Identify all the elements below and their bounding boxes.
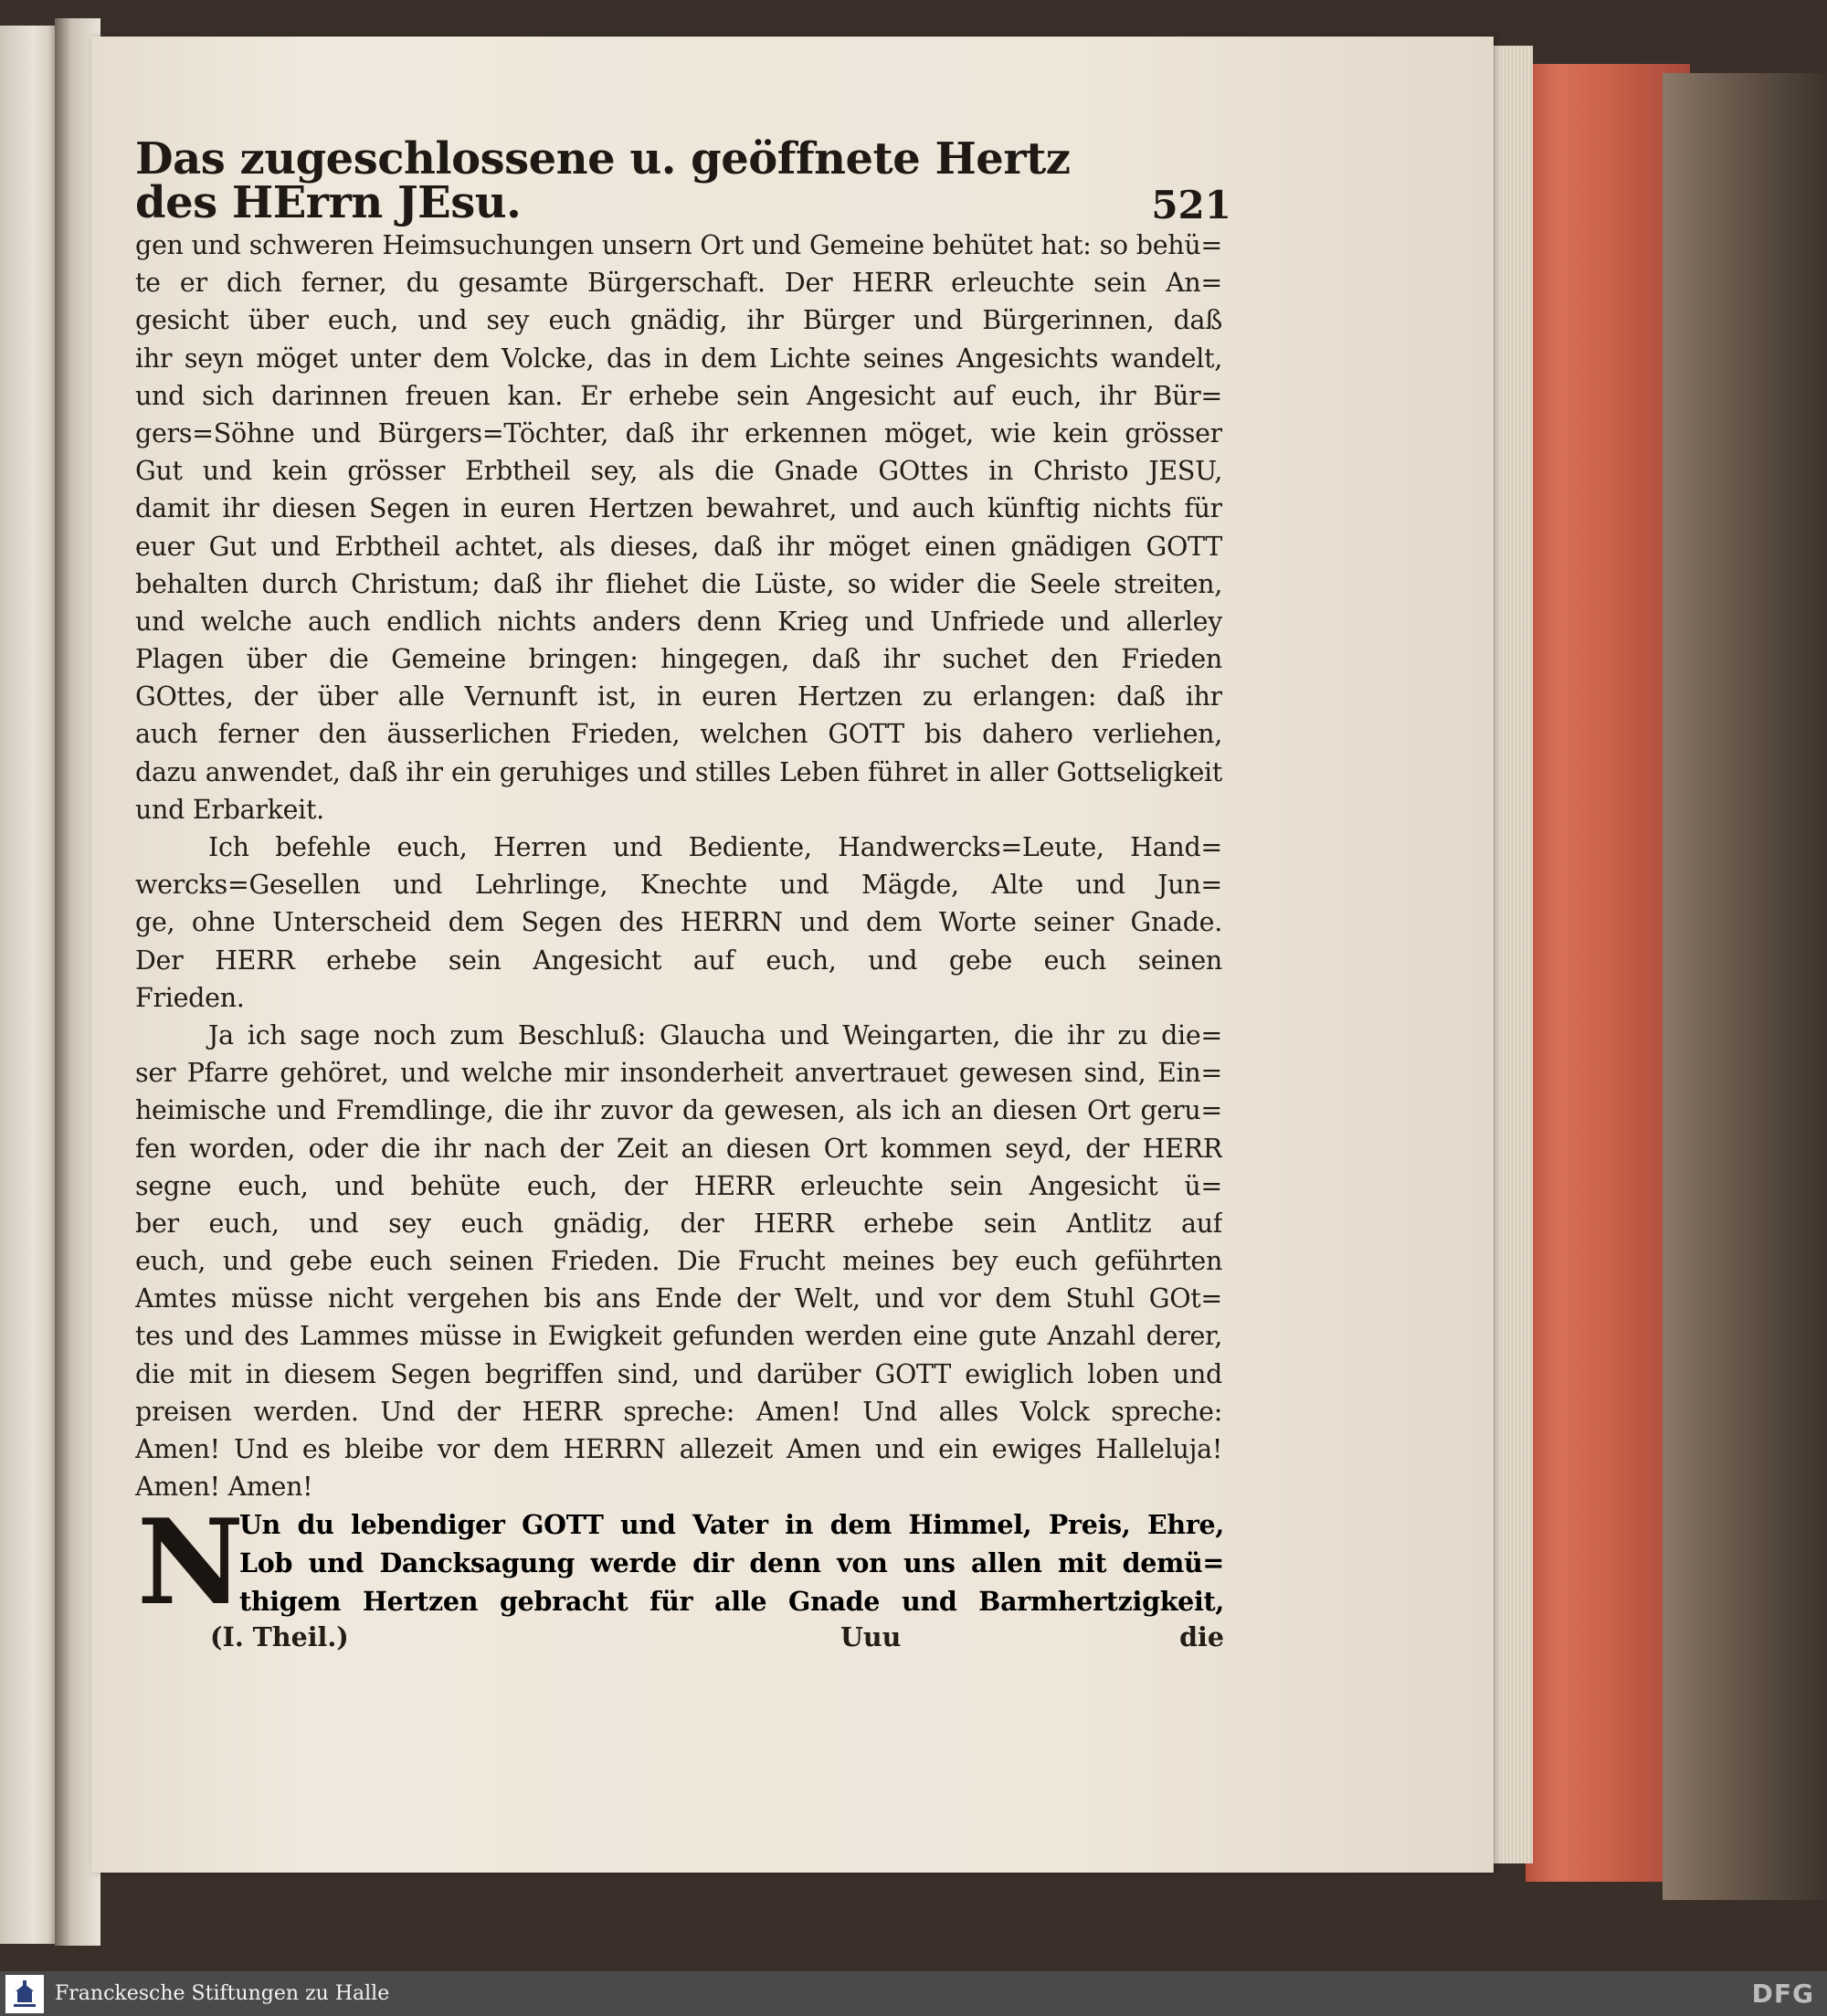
leather-cover — [1663, 73, 1827, 1900]
text-line: tes und des Lammes müsse in Ewigkeit gefunden werden eine gute Anzahl derer, — [135, 1321, 1222, 1352]
viewer-bottom-bar — [0, 1971, 1827, 2016]
running-header — [135, 133, 1231, 228]
decorated-initial: N — [137, 1494, 244, 1631]
prayer-line: thigem Hertzen gebracht für alle Gnade und Barmhertzigkeit, — [239, 1586, 1224, 1617]
text-line: die mit in diesem Segen begriffen sind, und darüber GOTT ewiglich loben und — [135, 1358, 1222, 1389]
text-line: Frieden. — [135, 982, 245, 1013]
text-line: Gut und kein grösser Erbtheil sey, als die Gnade GOttes in Christo JESU, — [135, 456, 1222, 487]
text-line: fen worden, oder die ihr nach der Zeit an diesen Ort kommen seyd, der HERR — [135, 1133, 1222, 1164]
text-line: ber euch, und sey euch gnädig, der HERR erhebe sein Antlitz auf — [135, 1208, 1222, 1239]
text-line: heimische und Fremdlinge, die ihr zuvor da gewesen, als ich an diesen Ort geru= — [135, 1095, 1222, 1126]
text-line: euch, und gebe euch seinen Frieden. Die Frucht meines bey euch geführten — [135, 1246, 1222, 1277]
body-text — [135, 227, 1222, 1505]
prayer-paragraph — [137, 1494, 1224, 1631]
text-line: gesicht über euch, und sey euch gnädig, ihr Bürger und Bürgerinnen, daß — [135, 305, 1222, 336]
signature-mark: Uuu — [840, 1621, 902, 1652]
running-title: Das zugeschlossene u. geöffnete Hertz des HErrn JEsu. — [135, 133, 1071, 228]
institution-name[interactable]: Franckesche Stiftungen zu Halle — [55, 1982, 390, 2005]
text-line: te er dich ferner, du gesamte Bürgerschaft. Der HERR erleuchte sein An= — [135, 268, 1222, 299]
dfg-logo: DFG — [1751, 1979, 1814, 2009]
text-line: gen und schweren Heimsuchungen unsern Ort und Gemeine behütet hat: so behü= — [135, 230, 1222, 260]
left-page-edge — [0, 26, 60, 1944]
page-number: 521 — [1151, 183, 1231, 227]
prayer-line: Lob und Dancksagung werde dir denn von uns allen mit demü= — [239, 1547, 1224, 1578]
text-line: gers=Söhne und Bürgers=Töchter, daß ihr erkennen möget, wie kein grösser — [135, 417, 1222, 449]
volume-note: (I. Theil.) — [210, 1621, 349, 1652]
text-line: GOttes, der über alle Vernunft ist, in euren Hertzen zu erlangen: daß ihr — [135, 681, 1222, 712]
text-line: wercks=Gesellen und Lehrlinge, Knechte und Mägde, Alte und Jun= — [135, 870, 1222, 901]
text-line: Amtes müsse nicht vergehen bis ans Ende der Welt, und vor dem Stuhl GOt= — [135, 1283, 1222, 1314]
text-line: Amen! Und es bleibe vor dem HERRN allezeit Amen und ein ewiges Halleluja! — [135, 1434, 1222, 1464]
text-line: Ja ich sage noch zum Beschluß: Glaucha und Weingarten, die ihr zu die= — [208, 1019, 1222, 1050]
institution-logo-icon[interactable] — [5, 1975, 44, 2013]
text-line: behalten durch Christum; daß ihr fliehet die Lüste, so wider die Seele streiten, — [135, 568, 1222, 599]
text-line: und sich darinnen freuen kan. Er erhebe sein Angesicht auf euch, ihr Bür= — [135, 380, 1222, 411]
text-line: auch ferner den äusserlichen Frieden, welchen GOTT bis dahero verliehen, — [135, 719, 1222, 750]
text-line: euer Gut und Erbtheil achtet, als dieses, daß ihr möget einen gnädigen GOTT — [135, 531, 1222, 562]
text-line: Der HERR erhebe sein Angesicht auf euch, und gebe euch seinen — [135, 945, 1222, 976]
page-footer — [210, 1621, 1224, 1662]
text-line: und Erbarkeit. — [135, 794, 324, 825]
text-line: ge, ohne Unterscheid dem Segen des HERRN und dem Worte seiner Gnade. — [135, 907, 1222, 938]
prayer-lines — [239, 1505, 1224, 1620]
text-line: dazu anwendet, daß ihr ein geruhiges und stilles Leben führet in aller Gottseligkeit — [135, 756, 1222, 787]
text-line: segne euch, und behüte euch, der HERR erleuchte sein Angesicht ü= — [135, 1170, 1222, 1201]
prayer-line: Un du lebendiger GOTT und Vater in dem Himmel, Preis, Ehre, — [239, 1509, 1224, 1540]
text-line: Ich befehle euch, Herren und Bediente, Handwercks=Leute, Hand= — [208, 832, 1222, 862]
text-line: ihr seyn möget unter dem Volcke, das in dem Lichte seines Angesichts wandelt, — [135, 343, 1222, 374]
text-line: Amen! Amen! — [135, 1472, 313, 1503]
text-line: Plagen über die Gemeine bringen: hingegen, daß ihr suchet den Frieden — [135, 644, 1222, 675]
text-line: ser Pfarre gehöret, und welche mir insonderheit anvertrauet gewesen sind, Ein= — [135, 1058, 1222, 1089]
text-line: damit ihr diesen Segen in euren Hertzen bewahret, und auch künftig nichts für — [135, 493, 1222, 524]
catchword: die — [1179, 1621, 1224, 1652]
text-line: und welche auch endlich nichts anders denn Krieg und Unfriede und allerley — [135, 606, 1222, 637]
text-line: preisen werden. Und der HERR spreche: Amen! Und alles Volck spreche: — [135, 1396, 1222, 1427]
